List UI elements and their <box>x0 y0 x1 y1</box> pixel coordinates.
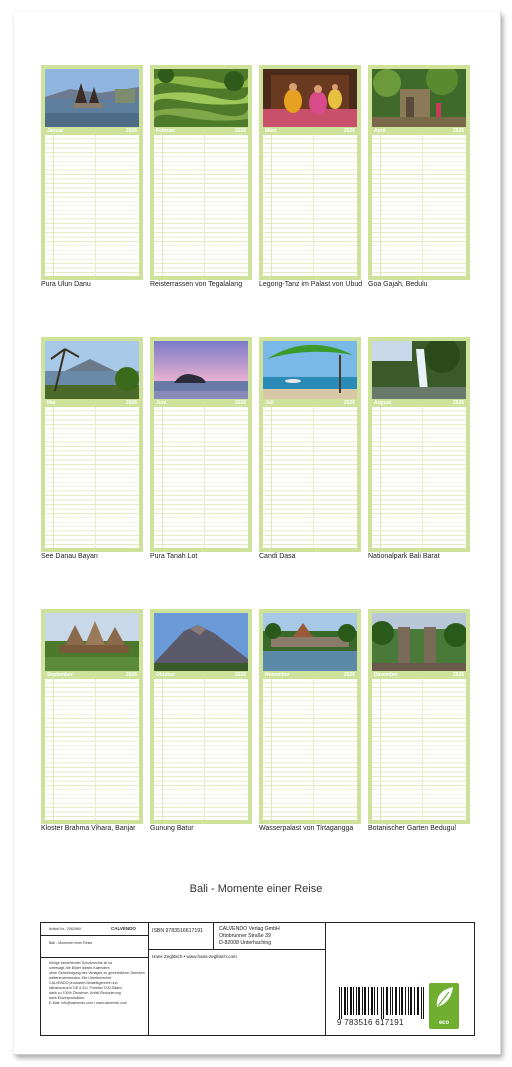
product-title: Bali - Momente einer Reise <box>49 941 93 945</box>
legal-line: dank Einzelproduktion. <box>49 996 86 1000</box>
month-year: 2026 <box>452 400 464 406</box>
month-year: 2026 <box>234 672 246 678</box>
month-january <box>41 65 143 280</box>
publisher-city: D-82008 Unterhaching <box>219 940 272 946</box>
day-grid[interactable] <box>45 679 139 820</box>
month-october <box>150 609 252 824</box>
day-grid[interactable] <box>372 135 466 276</box>
month-name: März <box>265 128 277 134</box>
month-header <box>154 671 248 679</box>
month-name: November <box>265 672 290 678</box>
month-header <box>45 399 139 407</box>
month-year: 2026 <box>452 128 464 134</box>
caption-october: Gunung Batur <box>150 825 194 832</box>
legal-line: untersagt, die Bilder dieses Kalenders <box>49 966 110 970</box>
isbn: ISBN 9783516617191 <box>152 928 204 934</box>
leaf-icon <box>429 983 459 1013</box>
legal-line: dank zu 100% Ökostrom. Anfall-Reduzierung <box>49 991 121 995</box>
caption-december: Botanischer Garten Bedugul <box>368 825 456 832</box>
day-grid[interactable] <box>263 135 357 276</box>
month-september <box>41 609 143 824</box>
month-year: 2026 <box>125 400 137 406</box>
publisher-street: Ottobrunner Straße 39 <box>219 933 271 939</box>
month-name: Oktober <box>156 672 176 678</box>
caption-august: Nationalpark Bali Barat <box>368 553 440 560</box>
divider <box>41 935 148 936</box>
day-grid[interactable] <box>263 679 357 820</box>
photo-legong-dance <box>263 69 357 127</box>
month-name: Juli <box>265 400 274 406</box>
caption-november: Wasserpalast von Tirtagangga <box>259 825 354 832</box>
month-header <box>154 399 248 407</box>
day-grid[interactable] <box>372 407 466 548</box>
month-header <box>372 127 466 135</box>
legal-line: weiterzuverwenden. Die Urheberrechte <box>49 976 112 980</box>
publisher-logo: CALVENDO <box>111 926 136 931</box>
photo-pura-ulun-danu <box>45 69 139 127</box>
divider <box>213 923 214 949</box>
photo-tirtagangga <box>263 613 357 671</box>
eco-badge <box>429 983 459 1029</box>
caption-january: Pura Ulun Danu <box>41 281 91 288</box>
month-header <box>154 127 248 135</box>
month-header <box>45 127 139 135</box>
month-name: September <box>47 672 73 678</box>
month-header <box>372 399 466 407</box>
photo-bali-barat <box>372 341 466 399</box>
caption-april: Goa Gajah, Bedulu <box>368 281 428 288</box>
label-middle-column <box>149 923 326 1035</box>
month-april <box>368 65 470 280</box>
divider <box>149 949 325 950</box>
eco-label: eco <box>438 1020 450 1026</box>
legal-line: klimaneutral in DE & EU. Preisfrei CO2-Bilanz <box>49 986 123 990</box>
photo-gunung-batur <box>154 613 248 671</box>
barcode-number: 9 783516 617191 <box>337 1018 404 1027</box>
day-grid[interactable] <box>154 679 248 820</box>
legal-line: CALVENDO produziert bedarfsgerecht und <box>49 981 118 985</box>
day-grid[interactable] <box>154 135 248 276</box>
month-name: Dezember <box>374 672 398 678</box>
month-march <box>259 65 361 280</box>
month-june <box>150 337 252 552</box>
month-header <box>263 127 357 135</box>
month-name: April <box>374 128 386 134</box>
month-header <box>372 671 466 679</box>
legal-line: Infolge bestehender Schutzrechte ist es <box>49 961 113 965</box>
month-header <box>45 671 139 679</box>
month-year: 2026 <box>234 400 246 406</box>
photo-brahma-vihara <box>45 613 139 671</box>
caption-july: Candi Dasa <box>259 553 296 560</box>
label-left-column <box>41 923 149 1035</box>
caption-march: Legong-Tanz im Palast von Ubud <box>259 281 363 288</box>
day-grid[interactable] <box>372 679 466 820</box>
month-november <box>259 609 361 824</box>
caption-june: Pura Tanah Lot <box>150 553 198 560</box>
publisher-name: CALVENDO Verlag GmbH <box>219 926 280 932</box>
day-grid[interactable] <box>154 407 248 548</box>
photo-danau-bayan <box>45 341 139 399</box>
month-year: 2026 <box>125 672 137 678</box>
calendar-title: Bali - Momente einer Reise <box>189 883 323 895</box>
month-name: Juni <box>156 400 167 406</box>
legal-line: E-Mail: info@calvendo.com • www.calvendo.com <box>49 1001 127 1005</box>
caption-february: Reisterrassen von Tegalalang <box>150 281 243 288</box>
month-header <box>263 399 357 407</box>
author-credit: Hans Zeglitsch • www.hans-zeglitsch.com <box>152 954 237 959</box>
photo-candi-dasa <box>263 341 357 399</box>
month-may <box>41 337 143 552</box>
caption-september: Kloster Brahma Vihara, Banjar <box>41 825 136 832</box>
article-number: Artikel-Nr.: 2082984 <box>49 927 81 931</box>
month-year: 2026 <box>343 400 355 406</box>
month-december <box>368 609 470 824</box>
caption-may: See Danau Bayan <box>41 553 98 560</box>
month-year: 2026 <box>452 672 464 678</box>
month-name: Februar <box>156 128 175 134</box>
divider <box>41 957 148 958</box>
month-year: 2026 <box>234 128 246 134</box>
month-name: Mai <box>47 400 56 406</box>
month-name: Januar <box>47 128 64 134</box>
legal-line: ohne Genehmigung des Verlages zu gewerblichen Zwecken <box>49 971 145 975</box>
month-year: 2026 <box>343 672 355 678</box>
month-august <box>368 337 470 552</box>
day-grid[interactable] <box>263 407 357 548</box>
month-name: August <box>374 400 392 406</box>
month-year: 2026 <box>125 128 137 134</box>
product-label <box>40 922 475 1036</box>
month-july <box>259 337 361 552</box>
day-grid[interactable] <box>45 135 139 276</box>
day-grid[interactable] <box>45 407 139 548</box>
photo-goa-gajah <box>372 69 466 127</box>
photo-tanah-lot <box>154 341 248 399</box>
month-header <box>263 671 357 679</box>
month-february <box>150 65 252 280</box>
photo-rice-terraces <box>154 69 248 127</box>
photo-bedugul <box>372 613 466 671</box>
month-year: 2026 <box>343 128 355 134</box>
